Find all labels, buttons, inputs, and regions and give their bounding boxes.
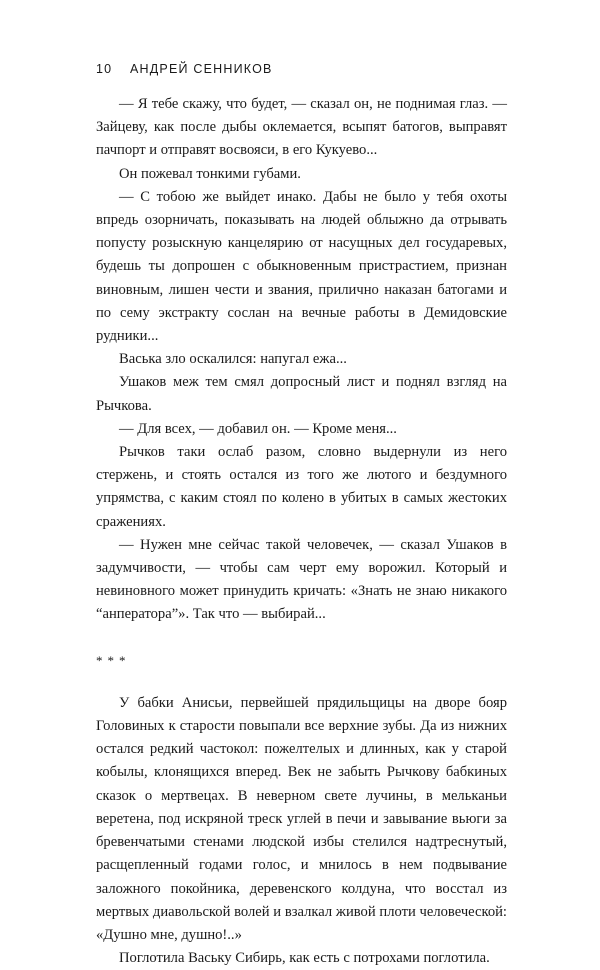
paragraph: — Нужен мне сейчас такой человечек, — сказал Ушаков в задумчивости, — чтобы сам черт ему ворожил. Который и невиновного может принудить кричать: «Знать не знаю никакого “анператора”». Так что — выбирай... (96, 536, 507, 623)
paragraph: Поглотила Ваську Сибирь, как есть с потрохами поглотила. (119, 950, 490, 967)
paragraph: Он пожевал тонкими губами. (119, 165, 301, 182)
paragraph: Васька зло оскалился: напугал ежа... (119, 351, 347, 368)
section-separator: *** (96, 652, 131, 668)
page-number: 10 (96, 62, 113, 76)
paragraph: Рычков таки ослаб разом, словно выдернули из него стержень, и стоять остался из того же лютого и бездумного упрямства, с каким стоял по колено в убитых в самых жестоких сражениях. (96, 444, 507, 530)
paragraph: — Я тебе скажу, что будет, — сказал он, не поднимая глаз. — Зайцеву, как после дыбы оклемается, всыпят батогов, выправят пачпорт и отправят восвояси, в его Кукуево... (96, 96, 507, 159)
paragraph: У бабки Анисьи, первейшей прядильщицы на дворе бояр Головиных к старости повыпали все верхние зубы. Да из нижних остался редкий частокол: пожелтелых и длинных, как у старой кобылы, клонящихся вперед. Век не забыть Рычкову бабкиных сказок о мертвецах. В неверном свете лучины, в мельканьи веретена, под искряной треск углей в печи и завывание вьюги за бревенчатыми стенами людской избы стелился надтреснутый, расщепленный годами голос, и мнилось в нем подвывание заложного покойника, деревенского колдуна, что восстал из мертвых диавольской волей и взалкал живой плоти человеческой: «Душно мне, душно!..» (96, 694, 507, 943)
body-text (96, 93, 507, 970)
paragraph: — С тобою же выйдет инако. Дабы не было у тебя охоты впредь озорничать, показывать на людей облыжно да отрывать попусту розыскную канцелярию от насущных дел государевых, будешь ты допрошен с обыкновенным пристрастием, признан виновным, лишен чести и звания, прилично наказан батогами и по сему экстракту сослан на вечные работы в Демидовские рудники... (96, 188, 507, 345)
paragraph: — Для всех, — добавил он. — Кроме меня... (119, 420, 397, 437)
author-name: АНДРЕЙ СЕННИКОВ (130, 62, 273, 76)
running-head (96, 61, 273, 77)
paragraph: Ушаков меж тем смял допросный лист и поднял взгляд на Рычкова. (96, 374, 507, 414)
